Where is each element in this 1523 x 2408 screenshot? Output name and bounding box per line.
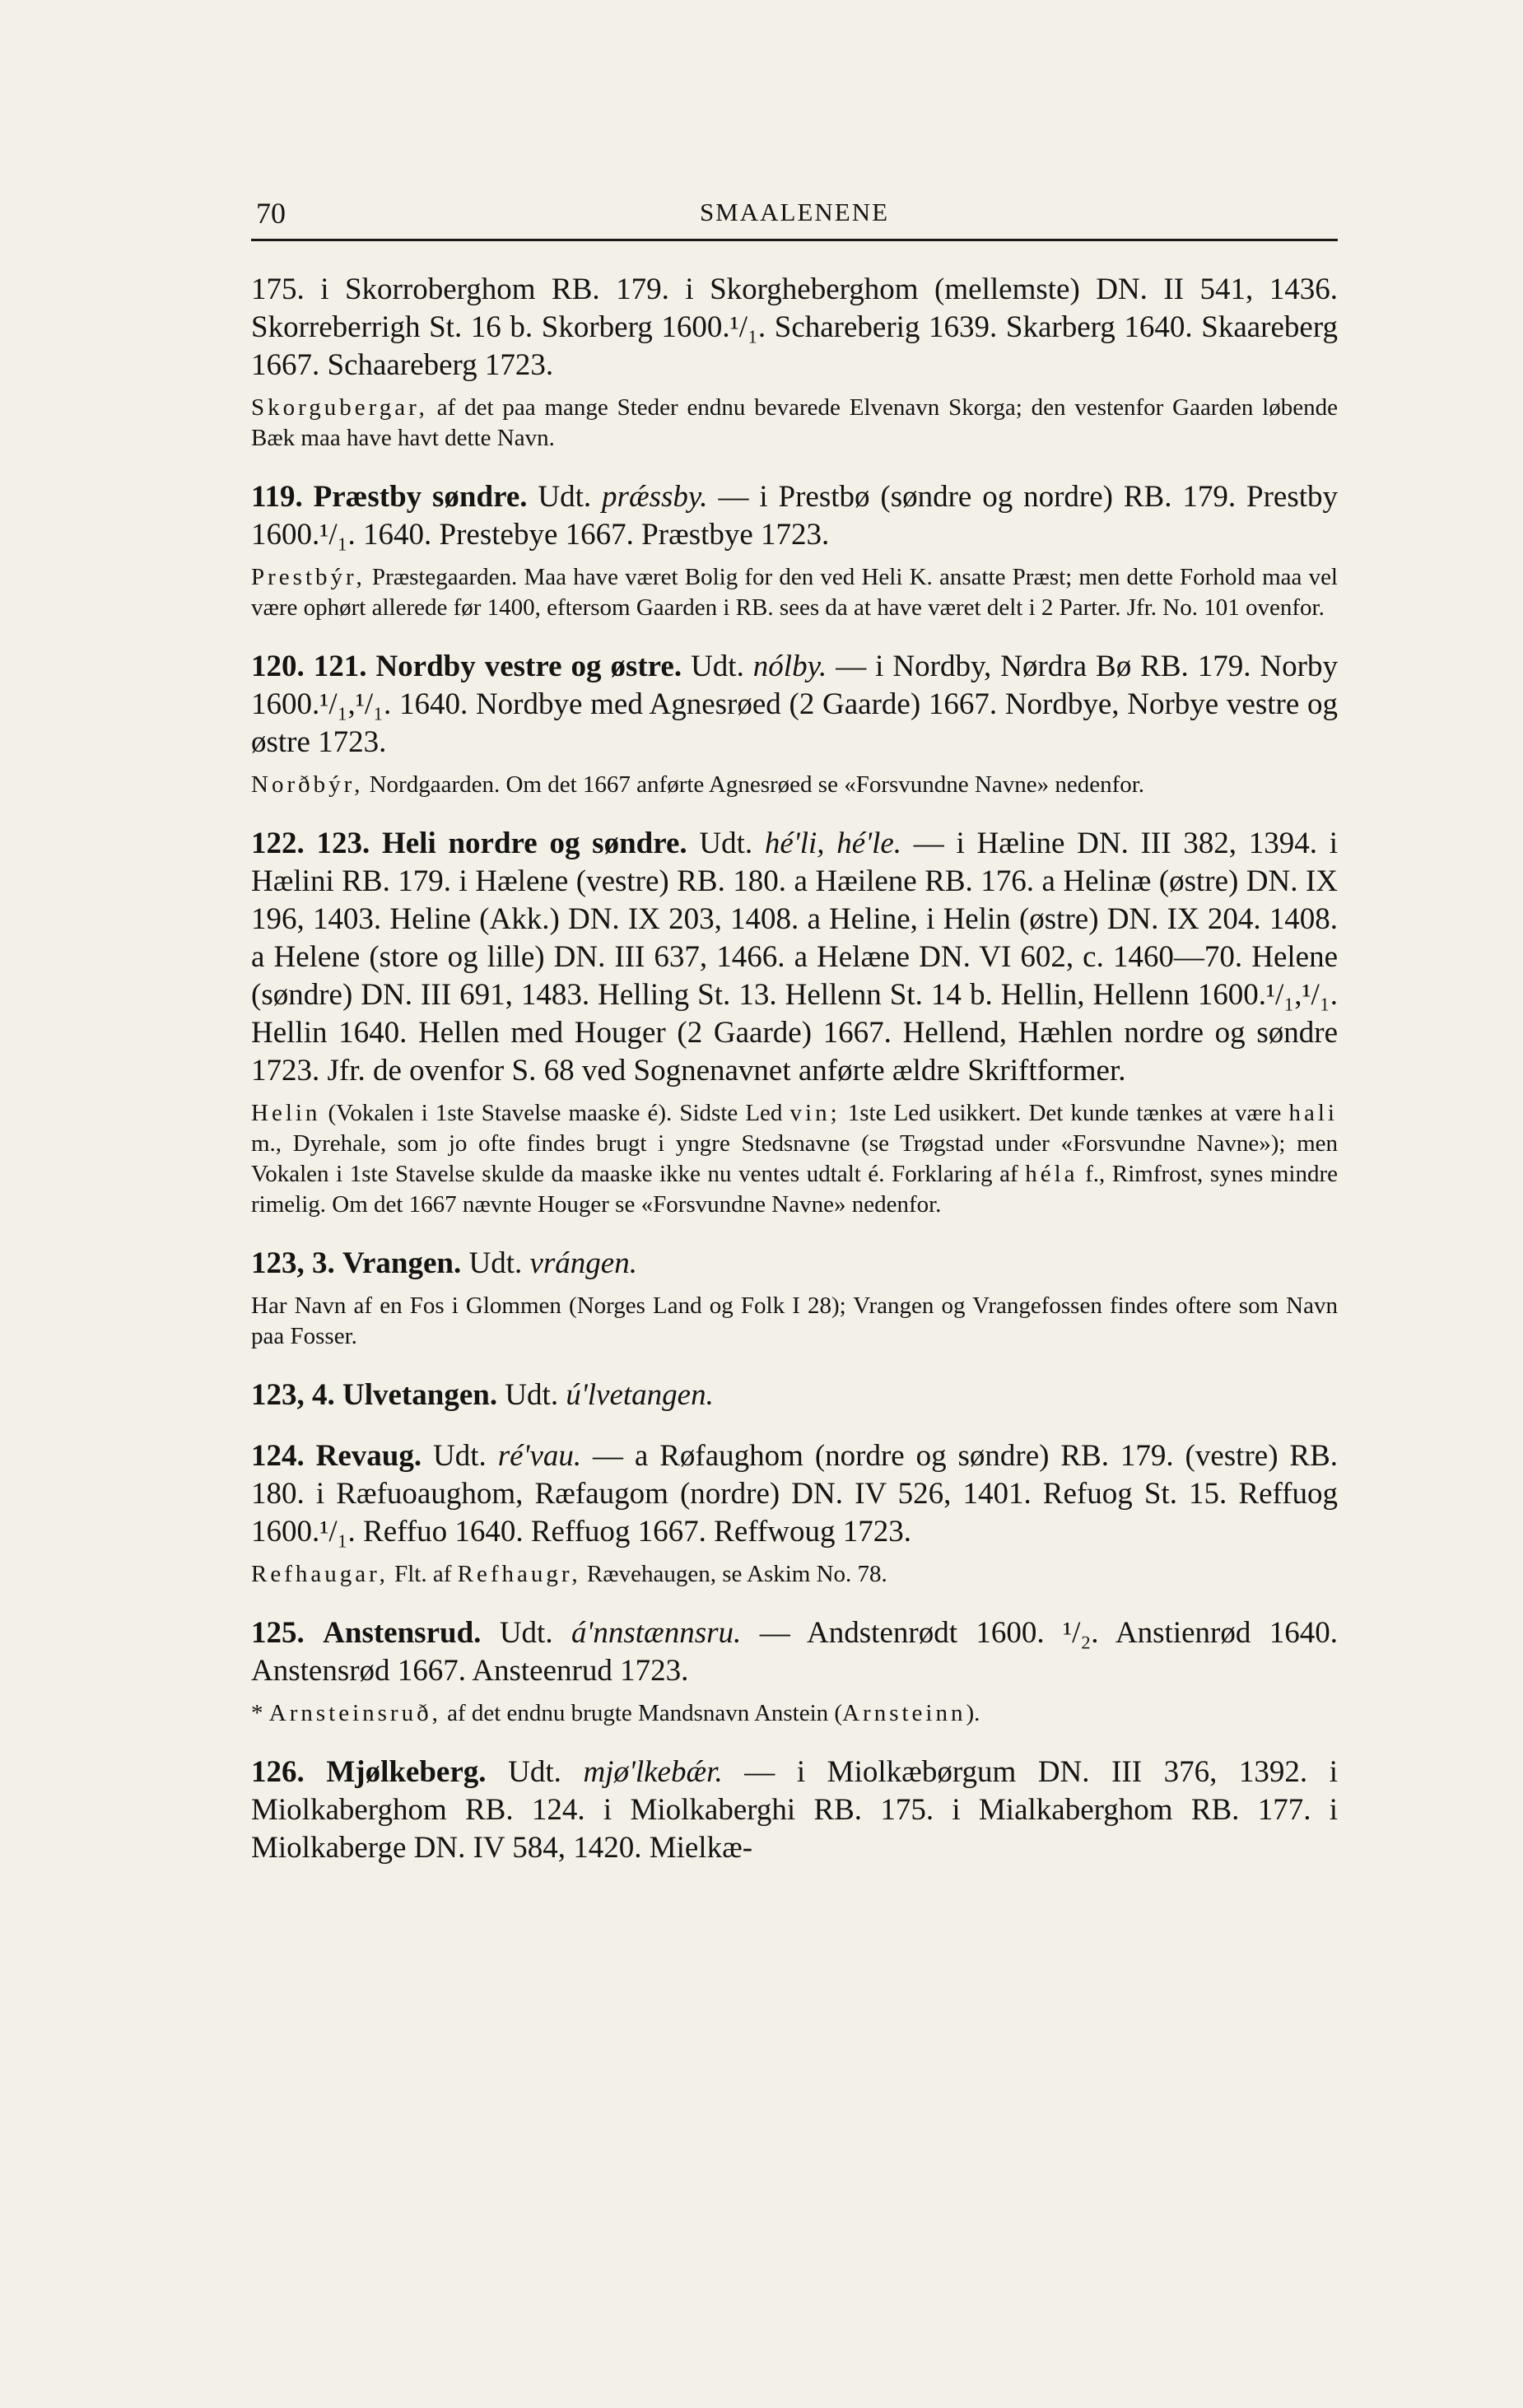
entry-text: — i Hæline DN. III 382, 1394. i Hælini RB. 179. i Hælene (vestre) RB. 180. a Hæilene RB. 176. a Helinæ (østre) DN. IX 196, 1403. Heline (Akk.) DN. IX 203, 1408. a Heline, i Helin (østre) DN. IX 204. 1408. a Helene (store og lille) DN. III 637, 1466. a Helæne DN. VI 602, c. 1460—70. Helene (søndre) DN. III 691, 1483. Helling St. 13. Hellenn St. 14 b. Hellin, Hellenn 1600.¹/₁,¹/₁. Hellin 1640. Hellen med Houger (2 Gaarde) 1667. Hellend, Hæhlen nordre og søndre 1723. Jfr. de ovenfor S. 68 ved Sognenavnet anførte ældre Skriftformer.	[251, 827, 1339, 1088]
note-term: vin;	[789, 1100, 841, 1126]
page-header	[251, 191, 1338, 241]
running-title: SMAALENENE	[699, 198, 890, 226]
note-text: ).	[966, 1700, 980, 1726]
note-118	[251, 393, 1338, 454]
udt-label: Udt.	[468, 1246, 523, 1280]
pronunciation: á'nnstænnsru.	[571, 1616, 742, 1650]
udt-label: Udt.	[505, 1378, 559, 1412]
entry-number: 124.	[251, 1439, 305, 1473]
note-125	[251, 1698, 1338, 1729]
entry-name: Ulvetangen.	[342, 1378, 498, 1412]
entry-126	[251, 1754, 1338, 1867]
entry-text: — a Røfaughom (nordre og søndre) RB. 179. (vestre) RB. 180. i Ræfuoaughom, Ræfaugom (nordre) DN. IV 526, 1401. Refuog St. 15. Reffuog 1600.¹/₁. Reffuo 1640. Reffuog 1667. Reffwoug 1723.	[251, 1439, 1339, 1549]
note-headword: Arnsteinsruð,	[268, 1700, 441, 1726]
note-headword: Refhaugar,	[251, 1561, 389, 1587]
entry-122-123	[251, 825, 1338, 1090]
entry-number: 123, 3.	[251, 1246, 335, 1280]
entry-119	[251, 478, 1338, 554]
entry-124	[251, 1437, 1338, 1551]
entry-text: — Andstenrødt 1600. ¹/₂. Anstienrød 1640. Anstensrød 1667. Ansteenrud 1723.	[251, 1616, 1338, 1688]
note-headword: Prestbýr,	[251, 564, 366, 590]
entry-number: 123, 4.	[251, 1378, 335, 1412]
note-text: af det endnu brugte Mandsnavn Anstein (	[440, 1700, 843, 1726]
entry-text: — i Nordby, Nørdra Bø RB. 179. Norby 1600.¹/₁,¹/₁. 1640. Nordbye med Agnesrøed (2 Gaarde) 1667. Nordbye, Norbye vestre og østre 1723.	[251, 650, 1338, 759]
entry-125	[251, 1614, 1338, 1690]
page-number: 70	[256, 197, 286, 230]
udt-label: Udt.	[499, 1616, 553, 1650]
entry-text: 175. i Skorroberghom RB. 179. i Skorgheberghom (mellemste) DN. II 541, 1436. Skorreberrigh St. 16 b. Skorberg 1600.¹/₁. Schareberig 1639. Skarberg 1640. Skaareberg 1667. Schaareberg 1723.	[251, 272, 1338, 382]
entry-name: Præstby søndre.	[313, 480, 528, 514]
note-text: m., Dyrehale, som jo ofte findes brugt i yngre Stedsnavne (se Trøgstad under «Forsvundne Navne»); men Vokalen i 1ste Stavelse skulde da maaske ikke nu ventes udtalt é. Forklaring af	[251, 1130, 1338, 1187]
note-122	[251, 1098, 1338, 1220]
entry-number: 119.	[251, 480, 303, 514]
entry-number: 126.	[251, 1755, 305, 1789]
note-text: Nordgaarden. Om det 1667 anførte Agnesrøed se «Forsvundne Navne» nedenfor.	[363, 771, 1145, 798]
note-text: (Vokalen i 1ste Stavelse maaske é). Sidste Led	[320, 1100, 790, 1126]
note-124	[251, 1559, 1338, 1590]
entry-name: Nordby vestre og østre.	[375, 650, 682, 683]
note-headword: Helin	[251, 1100, 321, 1126]
entry-name: Anstensrud.	[323, 1616, 482, 1650]
note-text: Har Navn af en Fos i Glommen (Norges Land og Folk I 28); Vrangen og Vrangefossen findes oftere som Navn paa Fosser.	[251, 1292, 1338, 1349]
note-123-3	[251, 1291, 1338, 1352]
note-term: Refhaugr,	[457, 1561, 581, 1587]
note-headword: Norðbýr,	[251, 771, 364, 798]
udt-label: Udt.	[433, 1439, 487, 1473]
note-text: f., Rimfrost, synes mindre rimelig. Om det 1667 nævnte Houger se «Forsvundne Navne» nedenfor.	[251, 1161, 1338, 1218]
entry-text: — i Prestbø (søndre og nordre) RB. 179. Prestby 1600.¹/₁. 1640. Prestebye 1667. Præstbye 1723.	[251, 480, 1339, 552]
note-term: hali	[1288, 1100, 1338, 1126]
note-star: *	[251, 1700, 269, 1726]
entry-120-121	[251, 648, 1338, 762]
entry-name: Revaug.	[315, 1439, 422, 1473]
note-119	[251, 562, 1338, 623]
pronunciation: mjø'lkebǽr.	[583, 1755, 723, 1789]
page-content	[251, 271, 1338, 1867]
pronunciation: vrángen.	[529, 1246, 637, 1280]
note-120	[251, 770, 1338, 800]
udt-label: Udt.	[699, 827, 753, 860]
udt-label: Udt.	[538, 480, 592, 514]
entry-name: Mjølkeberg.	[326, 1755, 487, 1789]
book-page	[251, 191, 1338, 1875]
note-text: Præstegaarden. Maa have været Bolig for den ved Heli K. ansatte Præst; men dette Forhold maa vel være ophørt allerede før 1400, eftersom Gaarden i RB. sees da at have været delt i 2 Parter. Jfr. No. 101 ovenfor.	[251, 564, 1338, 621]
entry-text: — i Miolkæbørgum DN. III 376, 1392. i Miolkaberghom RB. 124. i Miolkaberghi RB. 175. i Mialkaberghom RB. 177. i Miolkaberge DN. IV 584, 1420. Mielkæ-	[251, 1755, 1339, 1865]
note-headword: Skorgubergar,	[251, 394, 428, 421]
note-term: Arnsteinn	[842, 1700, 966, 1726]
entry-123-4	[251, 1376, 1338, 1414]
note-text: 1ste Led usikkert. Det kunde tænkes at være	[840, 1100, 1289, 1126]
entry-123-3	[251, 1245, 1338, 1283]
pronunciation: ú'lvetangen.	[566, 1378, 714, 1412]
note-text: af det paa mange Steder endnu bevarede Elvenavn Skorga; den vestenfor Gaarden løbende Bæk maa have havt dette Navn.	[251, 394, 1338, 451]
entry-name: Vrangen.	[342, 1246, 462, 1280]
pronunciation: hé'li, hé'le.	[764, 827, 902, 860]
entry-118-continued	[251, 271, 1338, 384]
entry-name: Heli nordre og søndre.	[381, 827, 687, 860]
pronunciation: nólby.	[752, 650, 827, 683]
pronunciation: ré'vau.	[497, 1439, 582, 1473]
entry-number: 120. 121.	[251, 650, 367, 683]
udt-label: Udt.	[508, 1755, 561, 1789]
pronunciation: prǽssby.	[602, 480, 708, 514]
note-term: héla	[1025, 1161, 1078, 1187]
udt-label: Udt.	[691, 650, 744, 683]
note-text: Rævehaugen, se Askim No. 78.	[580, 1561, 887, 1587]
entry-number: 122. 123.	[251, 827, 370, 860]
note-text: Flt. af	[388, 1561, 458, 1587]
entry-number: 125.	[251, 1616, 305, 1650]
